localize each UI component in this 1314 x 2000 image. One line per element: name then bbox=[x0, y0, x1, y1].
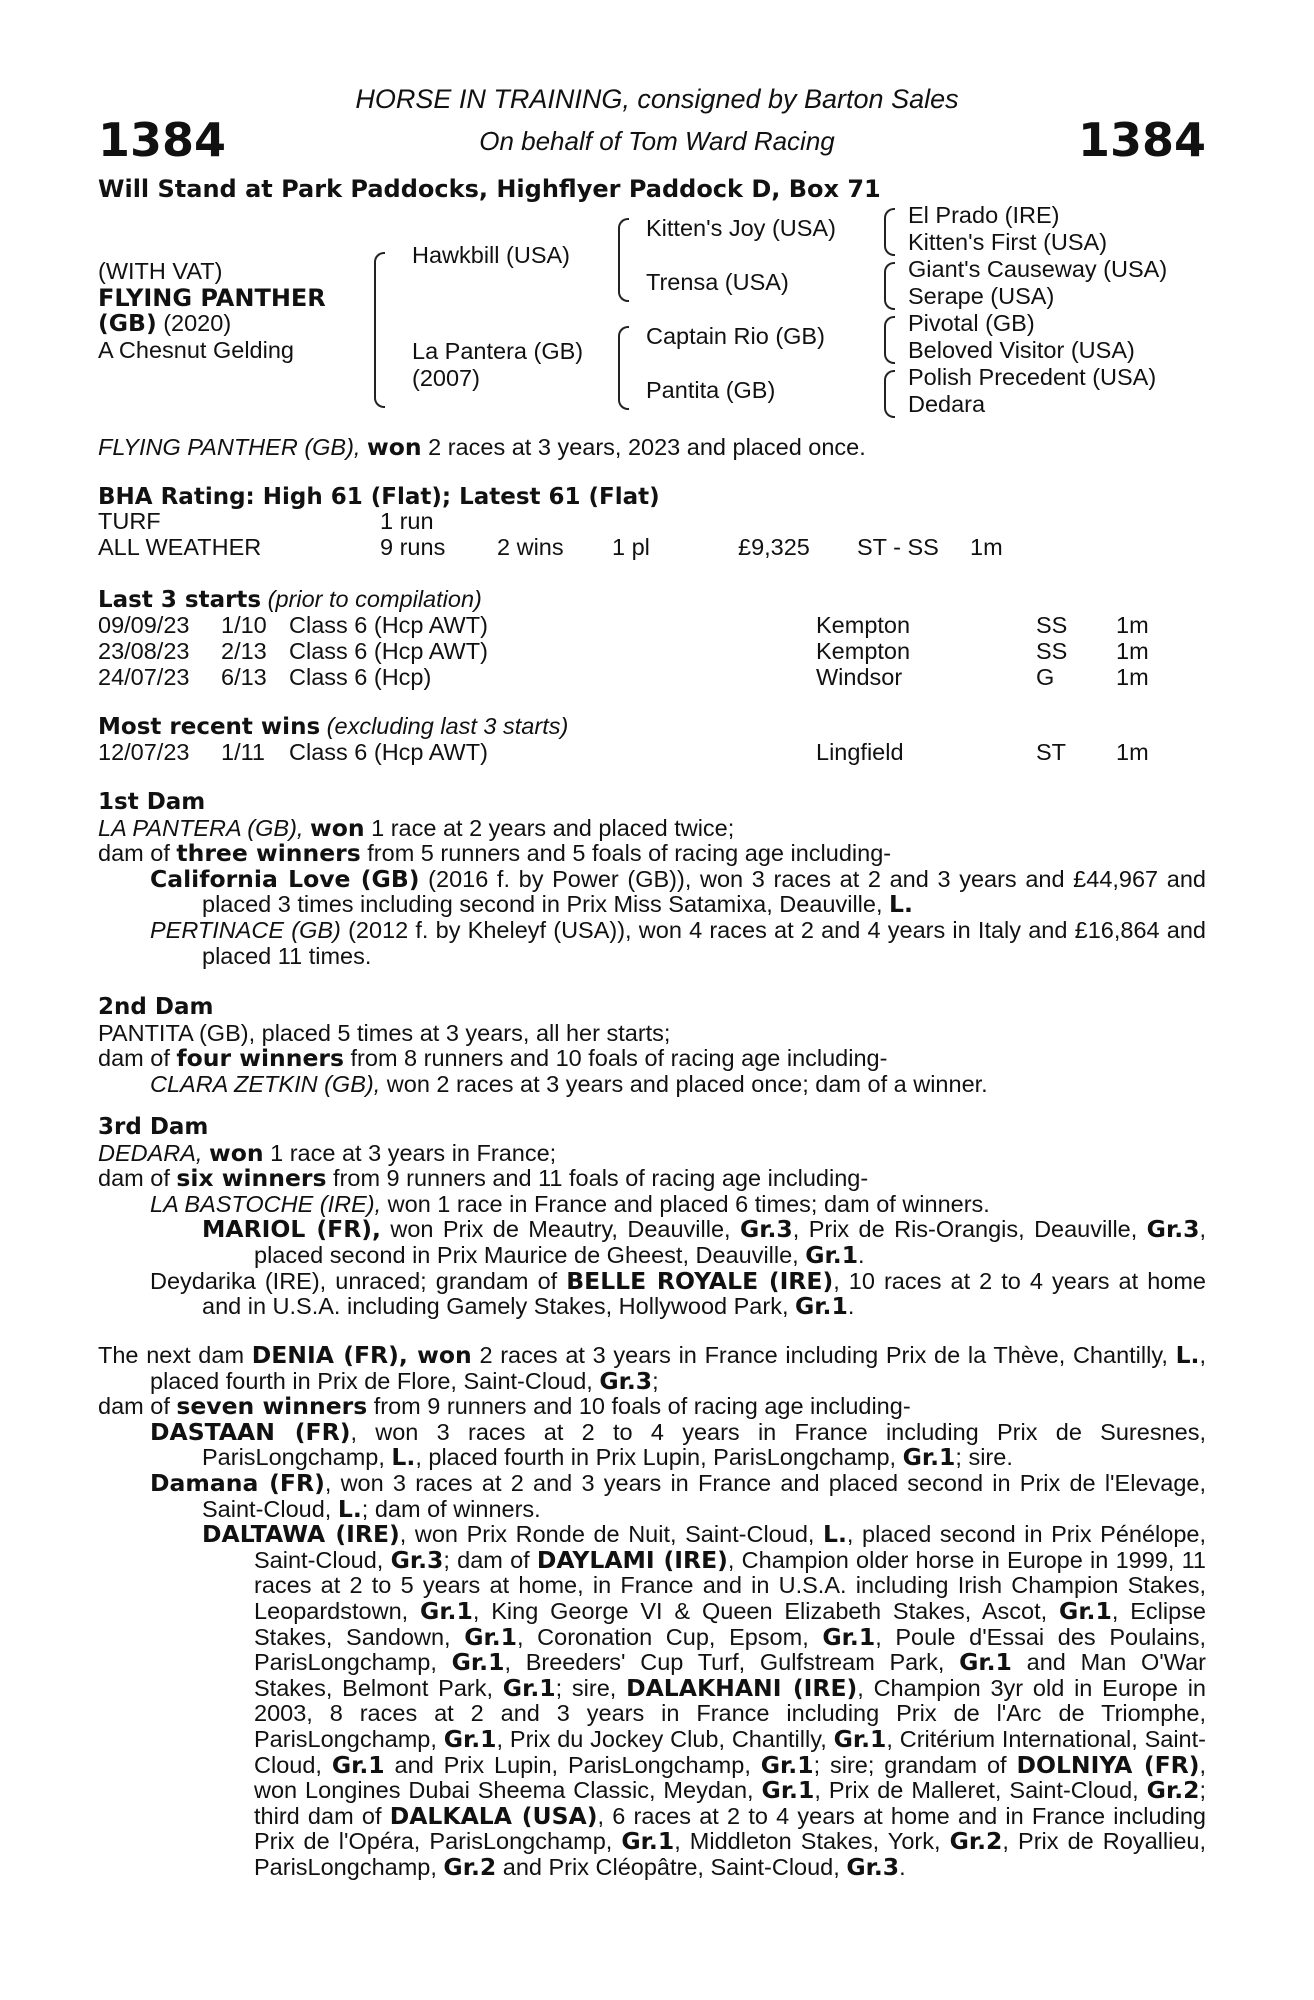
third-dam-section bbox=[98, 1115, 1206, 1320]
first-dam-heading: 1st Dam bbox=[98, 789, 206, 815]
recent-heading: Most recent wins (excluding last 3 starts) bbox=[98, 713, 569, 740]
next-dam-produce: dam of seven winners from 9 runners and 10 foals of racing age including- bbox=[98, 1392, 911, 1421]
next-dam-section bbox=[98, 1343, 1206, 1880]
recent-pos-cell: 1/11 bbox=[221, 739, 265, 765]
third-dam-progeny-1: LA BASTOCHE (IRE), won 1 race in France and placed 6 times; dam of winners. bbox=[150, 1190, 990, 1217]
recent-course-cell: Lingfield bbox=[816, 739, 904, 765]
last3-date-cell: 09/09/23 bbox=[98, 612, 190, 638]
last3-race-cell: Class 6 (Hcp AWT) bbox=[289, 638, 488, 664]
last3-dist-cell: 1m bbox=[1116, 638, 1149, 664]
last3-heading: Last 3 starts (prior to compilation) bbox=[98, 586, 482, 613]
last3-going-cell: G bbox=[1036, 664, 1055, 690]
next-dam-progeny-damana: Damana (FR), won 3 races at 2 and 3 years in France and placed second in Prix de l'Elevage, Saint-Cloud, L.; dam of winners. bbox=[150, 1468, 1206, 1523]
pedigree-brace-ss bbox=[884, 208, 895, 256]
pedigree-brace-ds bbox=[884, 316, 895, 364]
third-dam-produce: dam of six winners from 9 runners and 11 foals of racing age including- bbox=[98, 1164, 869, 1193]
first-dam-section bbox=[98, 790, 1206, 969]
third-dam-line: DEDARA, won 1 race at 3 years in France; bbox=[98, 1138, 557, 1167]
recent-going-cell: ST bbox=[1036, 739, 1067, 765]
pedigree-brace-dd bbox=[884, 370, 895, 418]
recent-dist-cell: 1m bbox=[1116, 739, 1149, 765]
rating-surface-cell: TURF bbox=[98, 508, 161, 534]
consignor-line: HORSE IN TRAINING, consigned by Barton Sales bbox=[355, 84, 959, 114]
pedigree-brace-sire bbox=[618, 218, 629, 302]
race-summary: FLYING PANTHER (GB), won 2 races at 3 years, 2023 and placed once. bbox=[98, 433, 866, 461]
pedigree-ds: Captain Rio (GB) bbox=[646, 323, 825, 349]
last3-pos-cell: 1/10 bbox=[221, 612, 267, 638]
next-dam-line: The next dam DENIA (FR), won 2 races at 3 years in France including Prix de la Thève, Chantilly, L., placed fourth in Prix de Flore, Saint-Cloud, Gr.3; bbox=[98, 1341, 1207, 1395]
pedigree-sire: Hawkbill (USA) bbox=[412, 242, 570, 268]
rating-wins-cell: 2 wins bbox=[497, 534, 564, 560]
lot-number-right: 1384 bbox=[1077, 113, 1206, 167]
pedigree-dam-year: (2007) bbox=[412, 365, 480, 391]
next-dam-progeny-dastaan: DASTAAN (FR), won 3 races at 2 to 4 years in France including Prix de Suresnes, ParisLongchamp, L., placed fourth in Prix Lupin, ParisLongchamp, Gr.1; sire. bbox=[150, 1417, 1206, 1472]
pedigree-sdd: Serape (USA) bbox=[908, 283, 1055, 309]
pedigree-sds: Giant's Causeway (USA) bbox=[908, 256, 1168, 282]
rating-runs-cell: 9 runs bbox=[380, 534, 446, 560]
first-dam-produce: dam of three winners from 5 runners and 5 foals of racing age including- bbox=[98, 839, 892, 868]
horse-description: A Chesnut Gelding bbox=[98, 337, 294, 363]
next-dam-grandprogeny-daltawa: DALTAWA (IRE), won Prix Ronde de Nuit, Saint-Cloud, L., placed second in Prix Pénélope, Saint-Cloud, Gr.3; dam of DAYLAMI (IRE), Champion older horse in Europe in 1999, 11 races at 2 to 5 years at home, in France and in U.S.A. including Irish Champion Stakes, Leopardstown, Gr.1, King George VI & Queen Elizabeth Stakes, Ascot, Gr.1, Eclipse Stakes, Sandown, Gr.1, Coronation Cup, Epsom, Gr.1, Poule d'Essai des Poulains, ParisLongchamp, Gr.1, Breeders' Cup Turf, Gulfstream Park, Gr.1 and Man O'War Stakes, Belmont Park, Gr.1; sire, DALAKHANI (IRE), Champion 3yr old in Europe in 2003, 8 races at 2 and 3 years in France including Prix de l'Arc de Triomphe, ParisLongchamp, Gr.1, Prix du Jockey Club, Chantilly, Gr.1, Critérium International, Saint-Cloud, Gr.1 and Prix Lupin, ParisLongchamp, Gr.1; sire; grandam of DOLNIYA (FR), won Longines Dubai Sheema Classic, Meydan, Gr.1, Prix de Malleret, Saint-Cloud, Gr.2; third dam of DALKALA (USA), 6 races at 2 to 4 years at home and in France including Prix de l'Opéra, ParisLongchamp, Gr.1, Middleton Stakes, York, Gr.2, Prix de Royallieu, ParisLongchamp, Gr.2 and Prix Cléopâtre, Saint-Cloud, Gr.3. bbox=[202, 1520, 1207, 1881]
last3-going-cell: SS bbox=[1036, 638, 1068, 664]
pedigree-dam: La Pantera (GB) bbox=[412, 338, 584, 364]
rating-going-cell: ST - SS bbox=[857, 534, 939, 560]
last3-date-cell: 23/08/23 bbox=[98, 638, 190, 664]
third-dam-progeny-2: Deydarika (IRE), unraced; grandam of BELLE ROYALE (IRE), 10 races at 2 to 4 years at home and in U.S.A. including Gamely Stakes, Hollywood Park, Gr.1. bbox=[150, 1266, 1206, 1321]
first-dam-progeny-2: PERTINACE (GB) (2012 f. by Kheleyf (USA)), won 4 races at 2 and 4 years in Italy and £16,864 and placed 11 times. bbox=[150, 916, 1206, 969]
first-dam-line: LA PANTERA (GB), won 1 race at 2 years and placed twice; bbox=[98, 813, 735, 842]
pedigree-ss: Kitten's Joy (USA) bbox=[646, 215, 836, 241]
third-dam-grandprogeny-1: MARIOL (FR), won Prix de Meautry, Deauville, Gr.3, Prix de Ris-Orangis, Deauville, Gr.3, placed second in Prix Maurice de Gheest, Deauville, Gr.1. bbox=[202, 1215, 1207, 1269]
horse-name: FLYING PANTHER bbox=[98, 284, 326, 312]
pedigree-brace-sd bbox=[884, 262, 895, 310]
rating-dist-cell: 1m bbox=[970, 534, 1003, 560]
last3-race-cell: Class 6 (Hcp) bbox=[289, 664, 432, 690]
last3-date-cell: 24/07/23 bbox=[98, 664, 190, 690]
bha-rating-heading: BHA Rating: High 61 (Flat); Latest 61 (Flat) bbox=[98, 484, 660, 510]
lot-number-left: 1384 bbox=[98, 113, 227, 167]
rating-pl-cell: 1 pl bbox=[612, 534, 650, 560]
rating-surface-cell: ALL WEATHER bbox=[98, 534, 262, 560]
last3-pos-cell: 2/13 bbox=[221, 638, 267, 664]
recent-race-cell: Class 6 (Hcp AWT) bbox=[289, 739, 488, 765]
second-dam-line: PANTITA (GB), placed 5 times at 3 years, all her starts; bbox=[98, 1019, 671, 1046]
first-dam-progeny-1: California Love (GB) (2016 f. by Power (GB)), won 3 races at 2 and 3 years and £44,967 and placed 3 times including second in Prix Miss Satamixa, Deauville, L. bbox=[150, 864, 1206, 919]
last3-course-cell: Windsor bbox=[816, 664, 903, 690]
pedigree-sss: El Prado (IRE) bbox=[908, 202, 1060, 228]
second-dam-section bbox=[98, 995, 1206, 1097]
horse-origin-year: (GB) (2020) bbox=[98, 309, 232, 337]
last3-race-cell: Class 6 (Hcp AWT) bbox=[289, 612, 488, 638]
behalf-line: On behalf of Tom Ward Racing bbox=[479, 126, 835, 156]
pedigree-ddd: Dedara bbox=[908, 391, 986, 417]
pedigree-dd: Pantita (GB) bbox=[646, 377, 776, 403]
last3-dist-cell: 1m bbox=[1116, 612, 1149, 638]
pedigree-dss: Pivotal (GB) bbox=[908, 310, 1035, 336]
last3-dist-cell: 1m bbox=[1116, 664, 1149, 690]
third-dam-heading: 3rd Dam bbox=[98, 1114, 209, 1140]
last3-going-cell: SS bbox=[1036, 612, 1068, 638]
vat-note: (WITH VAT) bbox=[98, 258, 223, 284]
rating-prize-cell: £9,325 bbox=[738, 534, 810, 560]
pedigree-dds: Polish Precedent (USA) bbox=[908, 364, 1157, 390]
second-dam-progeny-1: CLARA ZETKIN (GB), won 2 races at 3 years and placed once; dam of a winner. bbox=[150, 1070, 988, 1097]
last3-pos-cell: 6/13 bbox=[221, 664, 267, 690]
last3-course-cell: Kempton bbox=[816, 638, 911, 664]
last3-course-cell: Kempton bbox=[816, 612, 911, 638]
second-dam-heading: 2nd Dam bbox=[98, 994, 214, 1020]
pedigree-brace-dam bbox=[618, 326, 629, 410]
recent-date-cell: 12/07/23 bbox=[98, 739, 190, 765]
rating-runs-cell: 1 run bbox=[380, 508, 434, 534]
pedigree-ssd: Kitten's First (USA) bbox=[908, 229, 1108, 255]
stand-location: Will Stand at Park Paddocks, Highflyer Paddock D, Box 71 bbox=[98, 175, 881, 203]
second-dam-produce: dam of four winners from 8 runners and 10 foals of racing age including- bbox=[98, 1044, 888, 1073]
pedigree-dsd: Beloved Visitor (USA) bbox=[908, 337, 1135, 363]
pedigree-brace-main bbox=[374, 252, 385, 408]
pedigree-sd: Trensa (USA) bbox=[646, 269, 789, 295]
